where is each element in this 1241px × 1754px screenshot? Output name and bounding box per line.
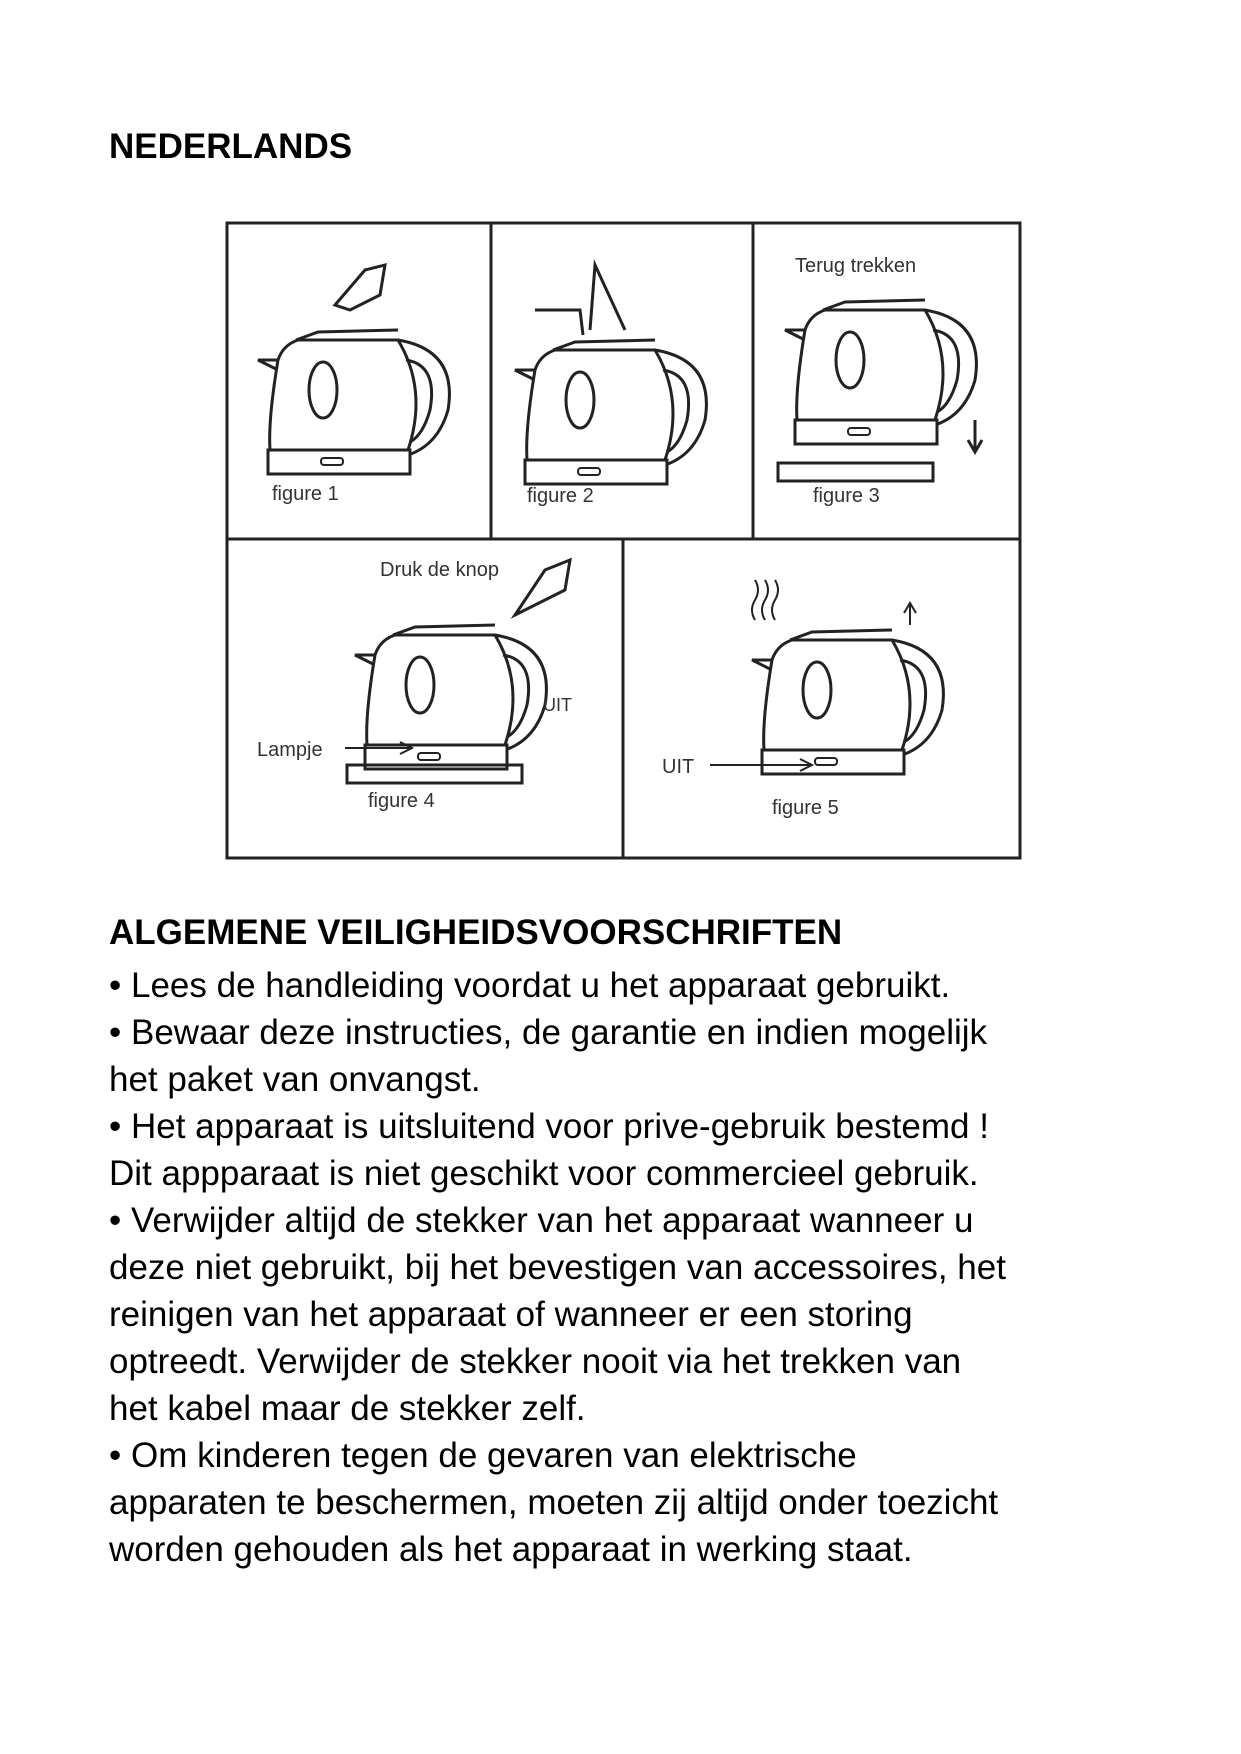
arrow-down-icon: [968, 420, 982, 452]
text-line: • Verwijder altijd de stekker van het apparaat wanneer u: [109, 1201, 974, 1240]
safety-instructions: [109, 962, 1169, 1573]
text-line: het paket van onvangst.: [109, 1060, 481, 1099]
hand-icon: [515, 560, 570, 615]
caption-figure-4: figure 4: [368, 790, 435, 812]
text-line: apparaten te beschermen, moeten zij altijd onder toezicht: [109, 1483, 999, 1522]
text-line: worden gehouden als het apparaat in werking staat.: [109, 1530, 913, 1569]
kettle-figure-5: [752, 630, 943, 774]
note-druk-de-knop: Druk de knop: [380, 559, 499, 581]
steam-icon: [752, 580, 778, 620]
kettle-figure-3: [785, 300, 976, 444]
label-lampje: Lampje: [257, 739, 323, 761]
label-uit-figure-4: UIT: [543, 695, 572, 715]
text-line: deze niet gebruikt, bij het bevestigen van accessoires, het: [109, 1248, 1006, 1287]
label-uit-figure-5: UIT: [662, 756, 695, 778]
text-line: het kabel maar de stekker zelf.: [109, 1389, 586, 1428]
text-line: Dit appparaat is niet geschikt voor commercieel gebruik.: [109, 1154, 979, 1193]
kettle-figure-1: [258, 330, 449, 474]
text-line: optreedt. Verwijder de stekker nooit via het trekken van: [109, 1342, 962, 1381]
caption-figure-1: figure 1: [272, 483, 339, 505]
text-line: reinigen van het apparaat of wanneer er een storing: [109, 1295, 913, 1334]
hand-icon: [335, 265, 385, 310]
text-line: • Lees de handleiding voordat u het apparaat gebruikt.: [109, 966, 951, 1005]
page-title: NEDERLANDS: [109, 127, 353, 166]
caption-figure-3: figure 3: [813, 485, 880, 507]
text-line: • Om kinderen tegen de gevaren van elektrische: [109, 1436, 857, 1475]
caption-figure-2: figure 2: [527, 485, 594, 507]
note-terug-trekken: Terug trekken: [795, 255, 917, 277]
caption-figure-5: figure 5: [772, 797, 839, 819]
water-tap-icon: [535, 310, 583, 335]
section-heading: ALGEMENE VEILIGHEIDSVOORSCHRIFTEN: [109, 913, 843, 952]
kettle-figure-2: [515, 340, 706, 484]
text-line: • Bewaar deze instructies, de garantie en indien mogelijk: [109, 1013, 988, 1052]
text-line: • Het apparaat is uitsluitend voor prive-gebruik bestemd !: [109, 1107, 989, 1146]
arrow-up-icon: [904, 603, 916, 625]
